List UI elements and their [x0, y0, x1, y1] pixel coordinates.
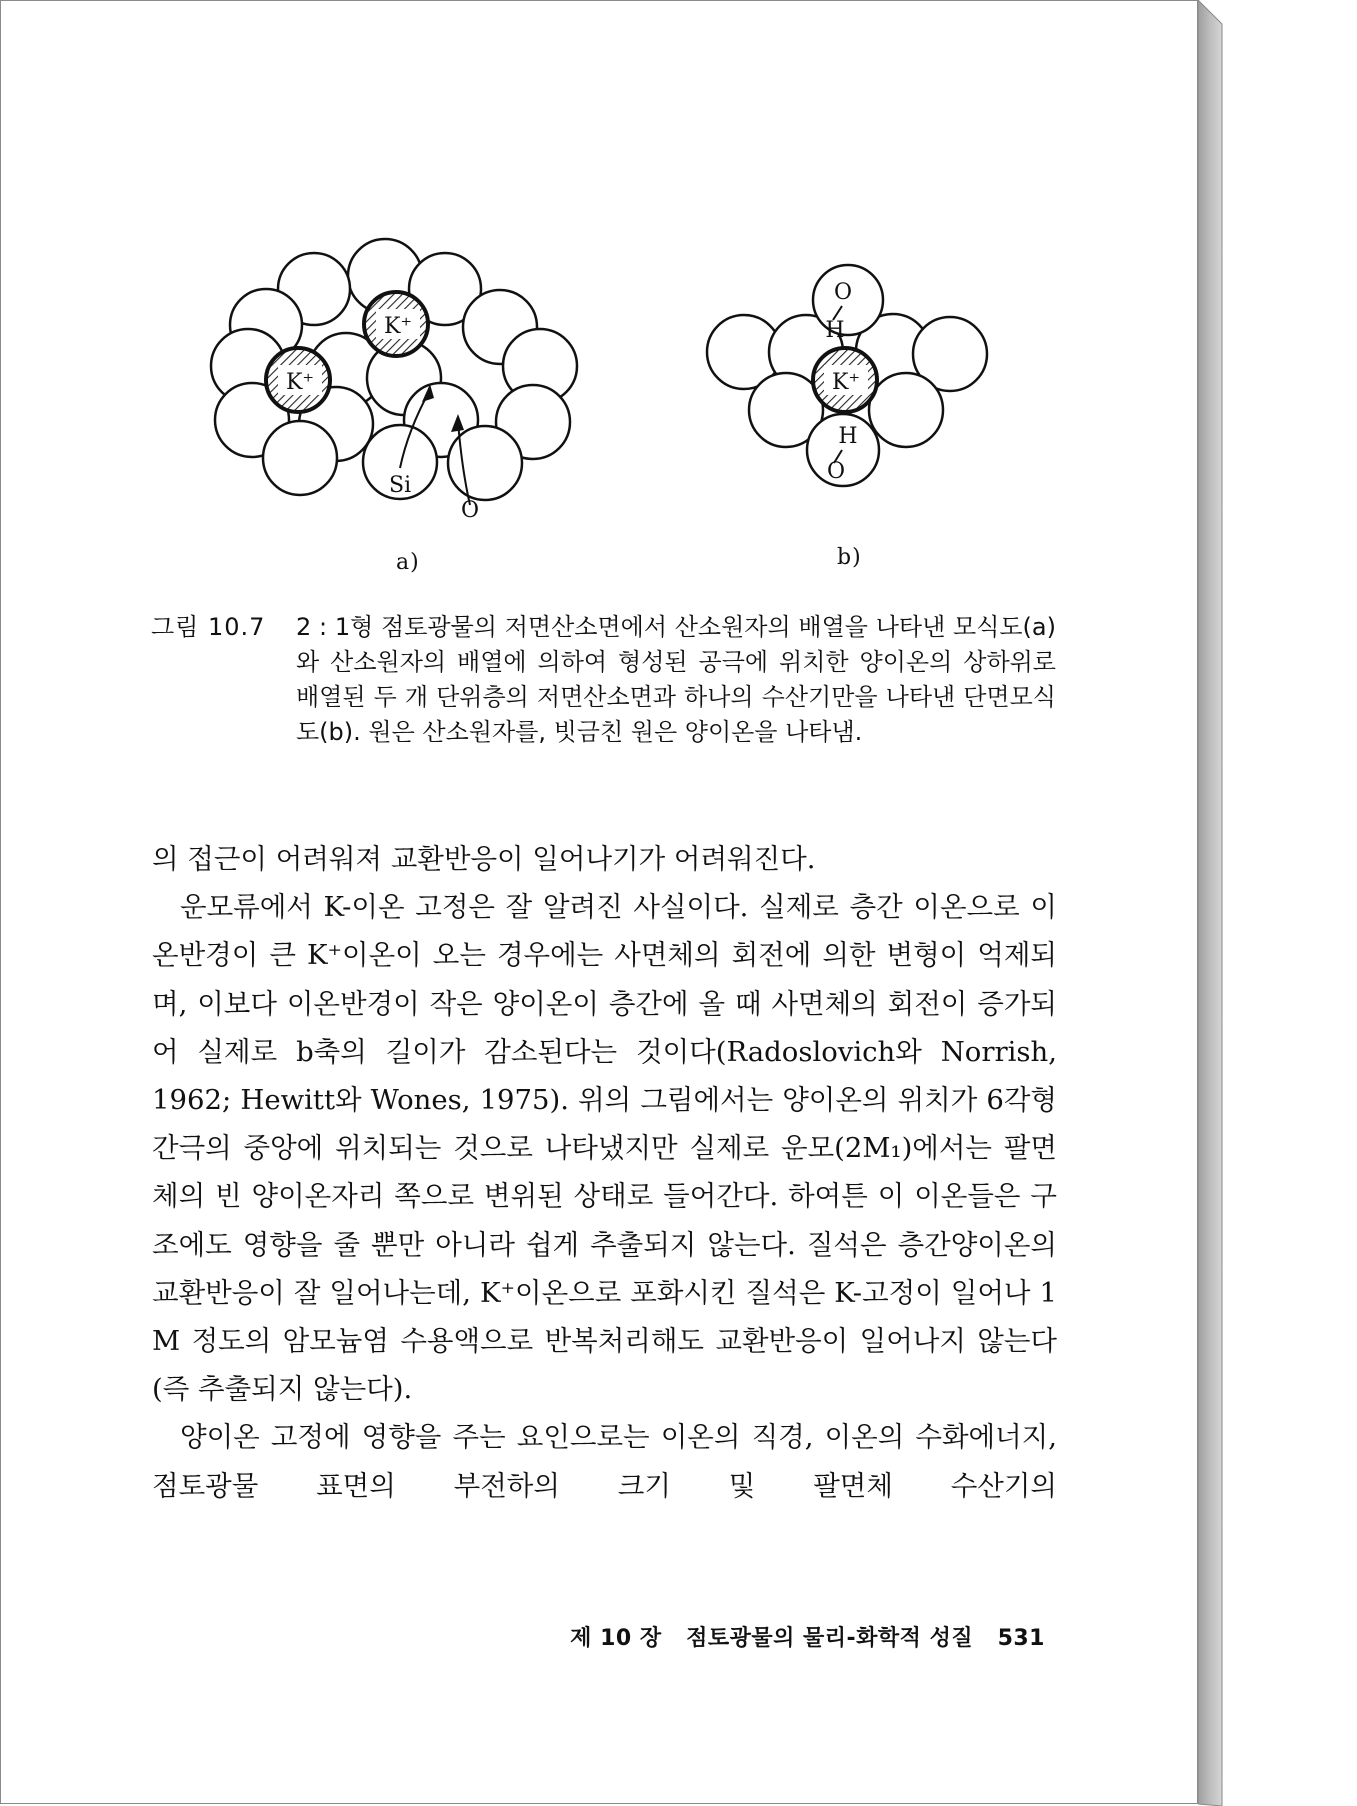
caption-text: 2 : 1형 점토광물의 저면산소면에서 산소원자의 배열을 나타낸 모식도(a)와 산소원자의 배열에 의하여 형성된 공극에 위치한 양이온의 상하위로 배열된 두 개 단위층의 저면산소면과 하나의 수산기만을 나타낸 단면모식도(b). 원은 산소원자를, 빗금친 원은 양이온을 나타냄.	[296, 613, 1056, 746]
paragraph: 운모류에서 K-이온 고정은 잘 알려진 사실이다. 실제로 층간 이온으로 이온반경이 큰 K⁺이온이 오는 경우에는 사면체의 회전에 의한 변형이 억제되며, 이보다 이온반경이 작은 양이온이 층간에 올 때 사면체의 회전이 증가되어 실제로 b축의 길이가 감소된다는 것이다(Radoslovich와 Norrish, 1962; Hewitt와 Wones, 1975). 위의 그림에서는 양이온의 위치가 6각형 간극의 중앙에 위치되는 것으로 나타냈지만 실제로 운모(2M₁)에서는 팔면체의 빈 양이온자리 쪽으로 변위된 상태로 들어간다. 하여튼 이 이온들은 구조에도 영향을 줄 뿐만 아니라 쉽게 추출되지 않는다. 질석은 층간양이온의 교환반응이 잘 일어나는데, K⁺이온으로 포화시킨 질석은 K-고정이 일어나 1 M 정도의 암모늄염 수용액으로 반복처리해도 교환반응이 일어나지 않는다(즉 추출되지 않는다).	[152, 891, 1057, 1406]
top-oxygen-label: O	[833, 280, 853, 305]
figure-diagram	[0, 0, 1198, 600]
cation-label: K⁺	[285, 370, 315, 395]
body-text	[152, 835, 1057, 1510]
paragraph: 양이온 고정에 영향을 주는 요인으로는 이온의 직경, 이온의 수화에너지, 점토광물 표면의 부전하의 크기 및 팔면체 수산기의	[152, 1421, 1057, 1502]
page-edge-shadow	[1198, 0, 1254, 1806]
panel-b-label: b)	[837, 545, 862, 570]
cation-label: K⁺	[831, 370, 861, 395]
o-label: O	[461, 498, 480, 523]
footer-chapter: 제 10 장	[570, 1626, 662, 1651]
panel-a-label: a)	[396, 550, 420, 575]
si-label: Si	[389, 473, 412, 498]
top-hydrogen-label: H	[825, 318, 845, 343]
cation-label: K⁺	[383, 314, 413, 339]
bottom-hydrogen-label: H	[838, 424, 858, 449]
caption-label: 그림 10.7	[151, 613, 266, 641]
page-footer	[520, 1621, 1045, 1652]
bottom-oxygen-label: O	[826, 459, 846, 484]
page-number: 531	[997, 1626, 1045, 1651]
paragraph: 의 접근이 어려워져 교환반응이 일어나기가 어려워진다.	[152, 843, 816, 875]
footer-title: 점토광물의 물리-화학적 성질	[686, 1626, 974, 1651]
